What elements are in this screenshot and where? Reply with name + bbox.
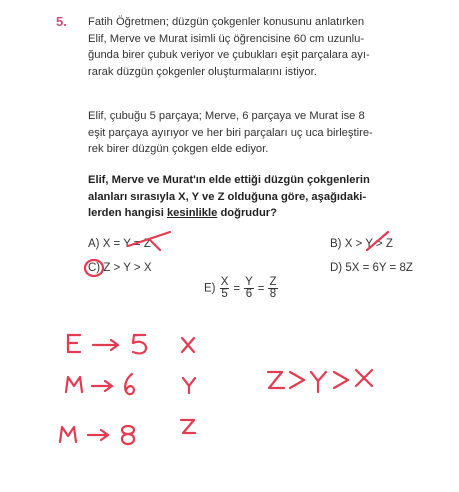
hand-letter-z bbox=[181, 420, 195, 433]
prompt-line-3 bbox=[88, 205, 438, 222]
option-e[interactable] bbox=[204, 277, 279, 300]
intro-line-4: rarak düzgün çokgenler oluşturmalarını istiyor. bbox=[88, 65, 317, 78]
equals-sign: = bbox=[233, 282, 241, 295]
hand-letter-e bbox=[68, 335, 80, 352]
fraction-denominator: 5 bbox=[221, 288, 228, 300]
fraction-x-over-5 bbox=[220, 277, 230, 300]
question-number: 5. bbox=[56, 14, 67, 29]
hand-arrow-1 bbox=[93, 340, 118, 350]
hand-digit-5 bbox=[133, 335, 146, 353]
fraction-z-over-8 bbox=[268, 277, 277, 300]
hand-digit-8 bbox=[122, 426, 134, 444]
hand-letter-y bbox=[183, 378, 195, 393]
option-c[interactable]: C) Z > Y > X bbox=[88, 262, 152, 274]
detail-line-3: rek birer düzgün çokgen elde ediyor. bbox=[88, 143, 269, 155]
option-b[interactable]: B) X > Y > Z bbox=[330, 238, 393, 250]
hand-z bbox=[268, 372, 284, 388]
hand-y bbox=[311, 372, 326, 392]
fraction-numerator: Z bbox=[269, 276, 277, 288]
equals-sign: = bbox=[257, 282, 265, 295]
fraction-denominator: 6 bbox=[245, 288, 253, 300]
detail-line-2: eşit parçaya ayırıyor ve her biri parçaları uç uca birleştire- bbox=[88, 126, 373, 139]
intro-line-2: Elif, Merve ve Murat isimli üç öğrencisine 60 cm uzunlu- bbox=[88, 32, 365, 45]
hand-gt-1 bbox=[290, 372, 304, 388]
prompt-last-suffix: doğrudur? bbox=[217, 207, 277, 219]
prompt-line-2: alanları sırasıyla X, Y ve Z olduğuna göre, aşağıdaki- bbox=[88, 190, 367, 203]
prompt-emphasis: kesinlikle bbox=[166, 207, 218, 219]
hand-arrow-3 bbox=[88, 430, 108, 440]
hand-gt-2 bbox=[334, 372, 348, 388]
option-e-label: E) bbox=[204, 282, 216, 295]
detail-line-1: Elif, çubuğu 5 parçaya; Merve, 6 parçaya ve Murat ise 8 bbox=[88, 110, 365, 122]
question-detail bbox=[88, 108, 438, 158]
hand-letter-m-2 bbox=[60, 427, 76, 442]
intro-line-3: ğunda birer çubuk veriyor ve çubukları eşit parçalara ayı- bbox=[88, 49, 370, 61]
hand-letter-m-1 bbox=[66, 377, 82, 392]
intro-line-1: Fatih Öğretmen; düzgün çokgenler konusunu anlatırken bbox=[88, 16, 365, 28]
option-d[interactable]: D) 5X = 6Y = 8Z bbox=[330, 262, 413, 274]
hand-digit-6 bbox=[125, 374, 134, 394]
question-intro bbox=[88, 14, 438, 80]
option-a[interactable]: A) X = Y = Z bbox=[88, 238, 151, 250]
prompt-line-1: Elif, Merve ve Murat'ın elde ettiği düzgün çokgenlerin bbox=[88, 174, 370, 186]
hand-letter-x bbox=[182, 338, 194, 352]
fraction-y-over-6 bbox=[244, 277, 254, 300]
fraction-numerator: Y bbox=[245, 276, 253, 288]
prompt-last-prefix: lerden hangisi bbox=[88, 207, 167, 219]
hand-x bbox=[356, 370, 372, 386]
hand-arrow-2 bbox=[92, 381, 112, 391]
fraction-denominator: 8 bbox=[269, 288, 277, 300]
question-prompt bbox=[88, 172, 438, 222]
fraction-numerator: X bbox=[220, 276, 229, 288]
